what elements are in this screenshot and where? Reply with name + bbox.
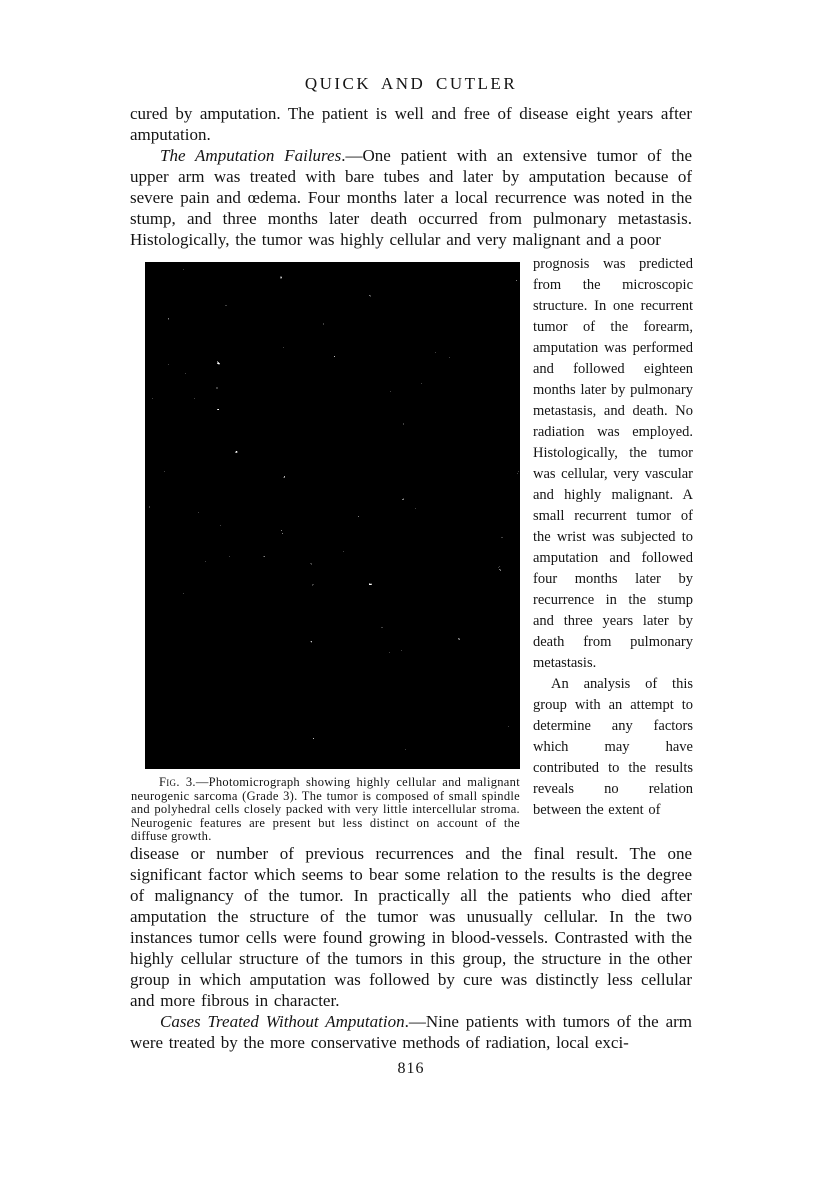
figure-caption-text: —Photomicrograph showing highly cellular and malignant neurogenic sarcoma (Grade 3). The tumor is composed of small spindle and polyhedral cells closely packed with very little intercellular stroma. Neurogenic features are present but less distinct on account of the diffuse growth. — [131, 775, 520, 843]
running-head: QUICK AND CUTLER — [304, 74, 518, 93]
paragraph-cases-without-amputation — [130, 1011, 692, 1053]
upper-text-block — [130, 103, 692, 250]
paragraph-results: disease or number of previous recurrences and the final result. The one significant factor which seems to bear some relation to the results is the degree of malignancy of the tumor. In practically all the patients who died after amputation the structure of the tumor was unusually cellular. In the two instances tumor cells were found growing in blood-vessels. Contrasted with the highly cellular structure of the tumors in this group, the structure in the other group in which amputation was followed by cure was distinctly less cellular and more fibrous in character. — [130, 844, 692, 1010]
figure-photomicrograph — [145, 262, 520, 769]
right-text-column — [533, 254, 693, 821]
lower-text-block — [130, 843, 692, 1078]
column-paragraph-continuation: prognosis was predicted from the microscopic structure. In one recurrent tumor of the forearm, amputation was performed and followed eighteen months later by pulmonary metastasis, and death. No radiation was employed. Histologically, the tumor was cellular, very vascular and highly malignant. A small recurrent tumor of the wrist was subjected to amputation and followed four months later by recurrence in the stump and three years later by death from pulmonary metastasis. — [533, 256, 693, 671]
page-number: 816 — [397, 1060, 425, 1077]
paragraph-lead-italic: The Amputation Failures — [160, 146, 342, 165]
paragraph-body-text: .—One patient with an extensive tumor of the upper arm was treated with bare tubes and later by amputation because of severe pain and œdema. Four months later a local recurrence was noted in the stump, and three months later death occurred from pulmonary metastasis. Histologically, the tumor was highly cellular and very malignant and a poor — [130, 146, 692, 249]
column-paragraph-analysis: An analysis of this group with an attempt to determine any factors which may have contributed to the results reveals no relation between the extent of — [533, 676, 693, 818]
paragraph-intro: cured by amputation. The patient is well and free of disease eight years after amputation. — [130, 104, 692, 144]
figure-caption — [131, 776, 520, 844]
paragraph-lead-italic: Cases Treated Without Amputation — [160, 1012, 405, 1031]
paragraph-body-text: .—Nine patients with tumors of the arm were treated by the more conservative methods of radiation, local exci- — [130, 1012, 692, 1052]
figure-caption-label: Fig. 3. — [159, 775, 196, 789]
photomicrograph-image — [145, 262, 520, 769]
paragraph-amputation-failures — [130, 145, 692, 250]
